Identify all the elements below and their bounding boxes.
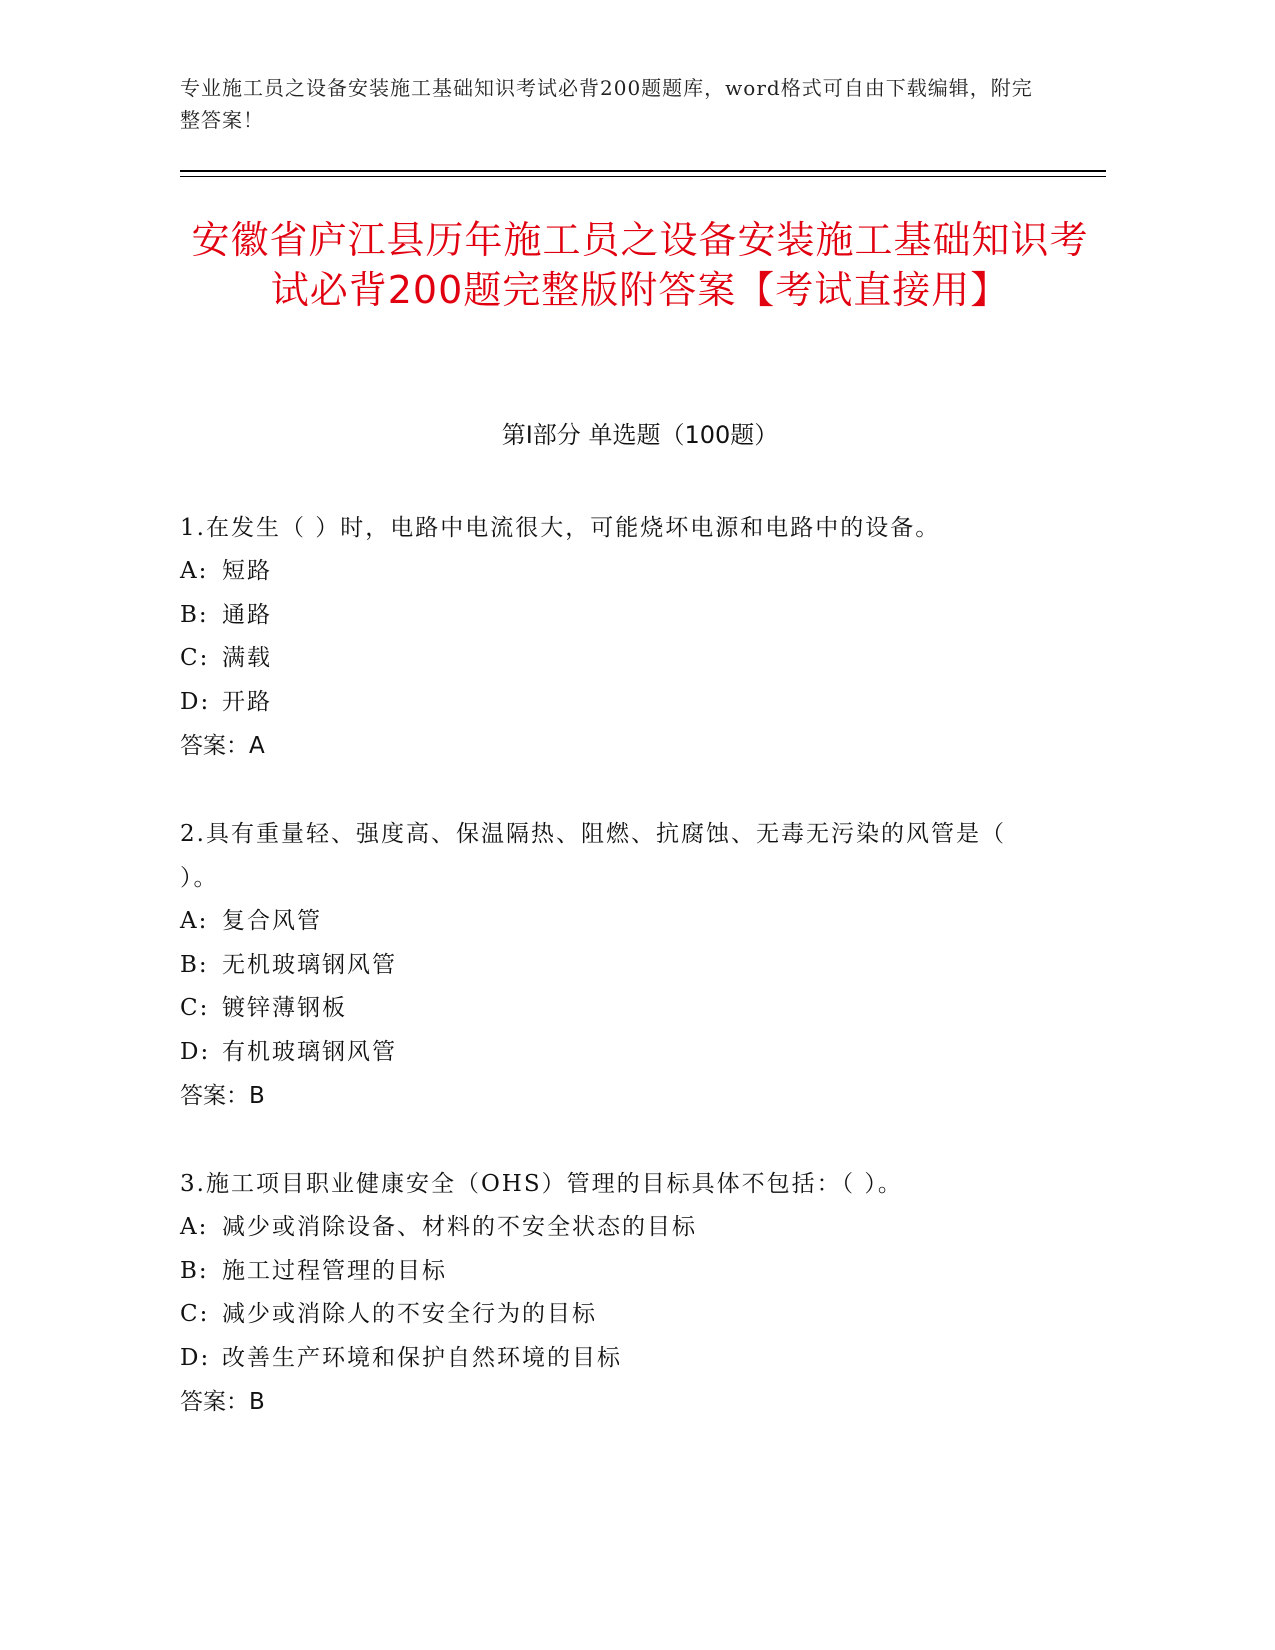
option-letter: B:	[180, 1257, 209, 1284]
option-letter: A:	[180, 558, 209, 584]
option-a	[180, 1206, 1040, 1250]
option-text: 开路	[222, 688, 272, 715]
question-stem: 2.具有重量轻、强度高、保温隔热、阻燃、抗腐蚀、无毒无污染的风管是（ ）。	[180, 821, 1006, 891]
option-text: 有机玻璃钢风管	[222, 1038, 397, 1065]
option-text: 复合风管	[222, 908, 322, 934]
option-letter: D:	[180, 1344, 211, 1371]
answer-line: 答案：B	[180, 1083, 265, 1109]
option-b	[180, 944, 1040, 988]
option-text: 改善生产环境和保护自然环境的目标	[222, 1344, 622, 1371]
option-letter: C:	[180, 995, 210, 1021]
option-a	[180, 900, 1040, 944]
option-d	[180, 681, 1040, 725]
document-title: 安徽省庐江县历年施工员之设备安装施工基础知识考试必背200题完整版附答案【考试直接用】	[191, 218, 1089, 312]
answer-line: 答案：A	[180, 733, 265, 759]
option-text: 减少或消除人的不安全行为的目标	[222, 1301, 597, 1327]
option-letter: B:	[180, 601, 209, 628]
question-list	[180, 506, 1040, 1468]
option-text: 通路	[222, 601, 272, 628]
option-d	[180, 1031, 1040, 1075]
option-letter: A:	[180, 908, 209, 934]
question-1	[180, 506, 1040, 768]
answer-line: 答案：B	[180, 1389, 265, 1415]
header-divider-thin	[180, 176, 1106, 177]
question-3	[180, 1162, 1040, 1424]
option-text: 镀锌薄钢板	[222, 995, 347, 1021]
option-b	[180, 594, 1040, 638]
option-letter: C:	[180, 1301, 210, 1327]
question-stem: 3.施工项目职业健康安全（OHS）管理的目标具体不包括：（ ）。	[180, 1171, 903, 1197]
option-c	[180, 987, 1040, 1031]
option-text: 施工过程管理的目标	[222, 1257, 447, 1284]
section-title: 第I部分 单选题（100题）	[501, 421, 779, 449]
option-text: 短路	[222, 558, 272, 584]
option-letter: C:	[180, 645, 210, 671]
header-note: 专业施工员之设备安装施工基础知识考试必背200题题库，word格式可自由下载编辑，附完整答案！	[180, 76, 1033, 132]
option-letter: D:	[180, 688, 211, 715]
option-letter: A:	[180, 1214, 209, 1240]
option-c	[180, 637, 1040, 681]
option-text: 无机玻璃钢风管	[222, 951, 397, 978]
header-divider-thick	[180, 170, 1106, 172]
option-d	[180, 1337, 1040, 1381]
option-text: 减少或消除设备、材料的不安全状态的目标	[222, 1214, 697, 1240]
question-2	[180, 812, 1040, 1118]
question-stem: 1.在发生（ ）时，电路中电流很大，可能烧坏电源和电路中的设备。	[180, 515, 941, 541]
option-a	[180, 550, 1040, 594]
option-b	[180, 1250, 1040, 1294]
option-text: 满载	[222, 645, 272, 671]
option-letter: B:	[180, 951, 209, 978]
option-c	[180, 1293, 1040, 1337]
option-letter: D:	[180, 1038, 211, 1065]
